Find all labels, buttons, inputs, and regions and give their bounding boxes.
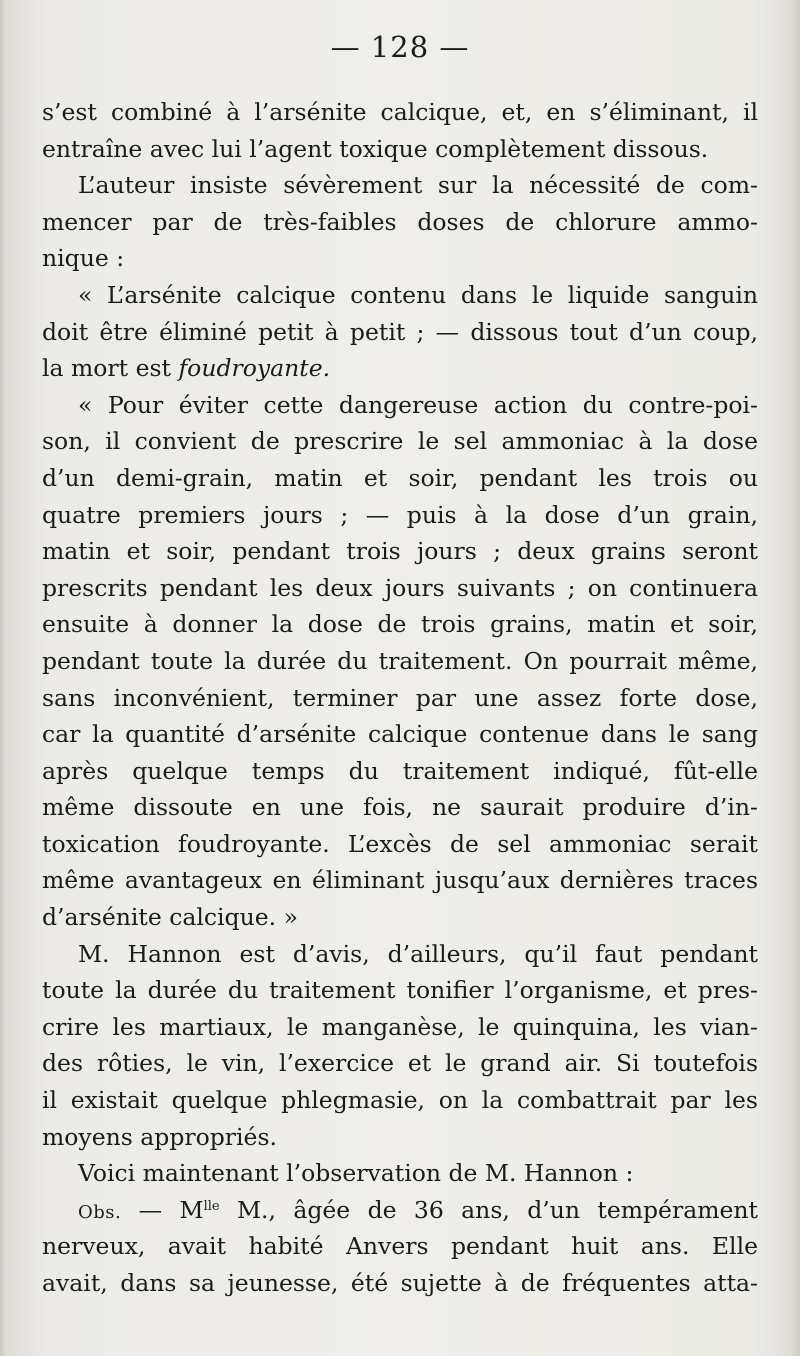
text-line: sans inconvénient, terminer par une assez forte dose, <box>42 683 758 712</box>
text-line: prescrits pendant les deux jours suivants ; on continuera <box>42 573 758 602</box>
text-line: quatre premiers jours ; — puis à la dose d’un grain, <box>42 500 758 529</box>
superscript: lle <box>203 1198 220 1214</box>
page-left-edge-shadow <box>0 0 6 1356</box>
text-line: mencer par de très-faibles doses de chlorure ammo- <box>42 207 758 236</box>
text-line: d’arsénite calcique. » <box>42 903 298 932</box>
text-line: doit être éliminé petit à petit ; — dissous tout d’un coup, <box>42 317 758 346</box>
text-line: nique : <box>42 244 125 273</box>
obs-label: Obs. <box>78 1201 122 1223</box>
text-line: s’est combiné à l’arsénite calcique, et, en s’éliminant, il <box>42 98 758 126</box>
text-line: M. Hannon est d’avis, d’ailleurs, qu’il faut pendant <box>78 939 758 968</box>
page-right-edge-shadow <box>790 0 800 1356</box>
text-line: ensuite à donner la dose de trois grains, matin et soir, <box>42 610 758 639</box>
text-line: Voici maintenant l’observation de M. Hannon : <box>78 1159 634 1188</box>
text-line <box>42 350 758 387</box>
page-number: — 128 — <box>330 30 470 64</box>
text-line: des rôties, le vin, l’exercice et le grand air. Si toutefois <box>42 1049 758 1078</box>
text-line: L’auteur insiste sévèrement sur la nécessité de com- <box>78 171 758 200</box>
text-line: pendant toute la durée du traitement. On pourrait même, <box>42 646 758 675</box>
body-text <box>42 94 758 1302</box>
text-line: avait, dans sa jeunesse, été sujette à de fréquentes atta- <box>42 1269 758 1297</box>
text-line: crire les martiaux, le manganèse, le quinquina, les vian- <box>42 1012 758 1041</box>
text-line: matin et soir, pendant trois jours ; deux grains seront <box>42 537 758 566</box>
text-line: toxication foudroyante. L’excès de sel ammoniac serait <box>42 829 758 858</box>
italic-emphasis: foudroyante. <box>178 354 331 383</box>
text-run: M., âgée de 36 ans, d’un tempérament <box>219 1195 758 1224</box>
text-run: la mort est <box>42 354 179 383</box>
text-line: entraîne avec lui l’agent toxique complètement dissous. <box>42 134 709 163</box>
text-line: il existait quelque phlegmasie, on la combattrait par les <box>42 1086 758 1115</box>
text-line: « L’arsénite calcique contenu dans le liquide sanguin <box>78 280 758 309</box>
text-line: son, il convient de prescrire le sel ammoniac à la dose <box>42 427 758 456</box>
text-line: même dissoute en une fois, ne saurait produire d’in- <box>42 793 758 822</box>
text-line: après quelque temps du traitement indiqué, fût-elle <box>42 756 758 785</box>
text-line: d’un demi-grain, matin et soir, pendant les trois ou <box>42 463 758 492</box>
text-line: même avantageux en éliminant jusqu’aux dernières traces <box>42 866 758 895</box>
text-run: — M <box>121 1195 204 1224</box>
text-line: car la quantité d’arsénite calcique contenue dans le sang <box>42 720 758 749</box>
text-line: « Pour éviter cette dangereuse action du contre-poi- <box>78 390 758 419</box>
text-line: nerveux, avait habité Anvers pendant huit ans. Elle <box>42 1232 758 1261</box>
text-line: moyens appropriés. <box>42 1122 277 1151</box>
text-line <box>42 1192 758 1229</box>
text-line: toute la durée du traitement tonifier l’organisme, et pres- <box>42 976 758 1005</box>
